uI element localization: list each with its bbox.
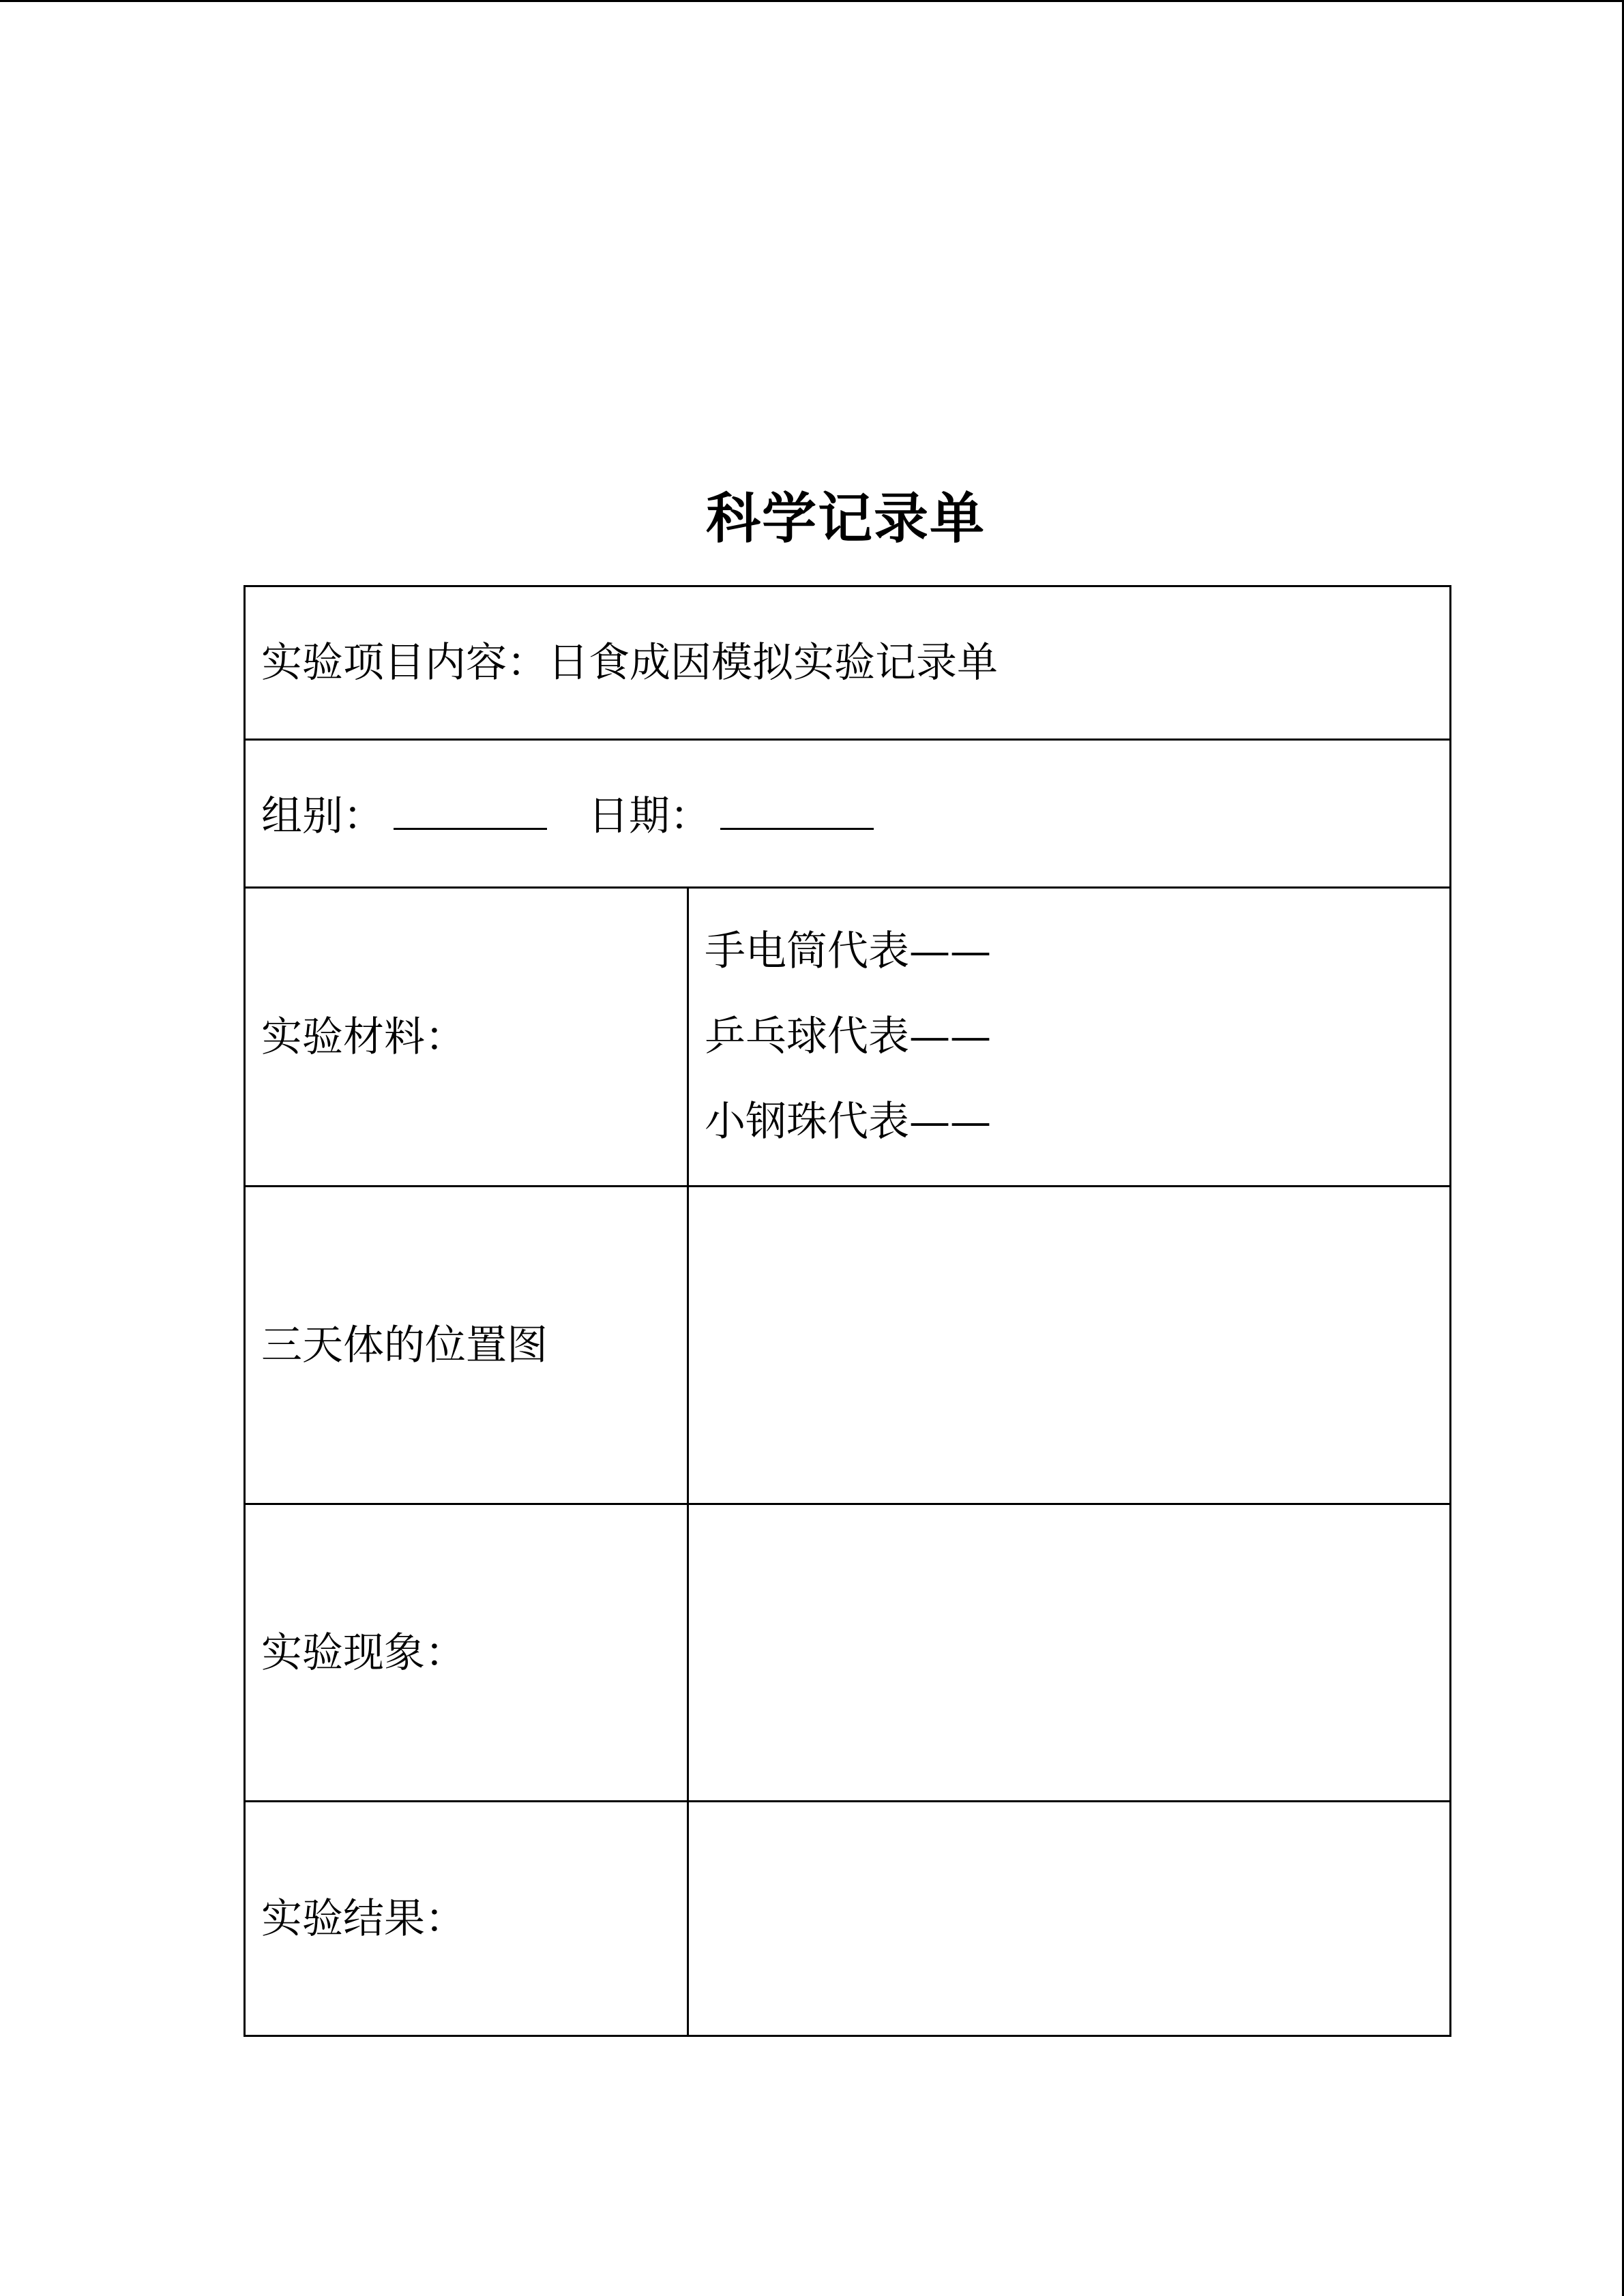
phenomenon-answer-area[interactable] [688, 1504, 1451, 1802]
group-date-cell [245, 740, 1451, 888]
material-item: 乒乓球代表—— [705, 1013, 991, 1060]
materials-label-cell [245, 888, 688, 1187]
project-text: 实验项目内容：日食成因模拟实验记录单 [261, 639, 998, 687]
result-row [245, 1802, 1451, 2036]
result-label: 实验结果： [261, 1894, 466, 1943]
position-label: 三天体的位置图 [261, 1321, 548, 1369]
page-top-border [0, 0, 1624, 2]
record-table [243, 585, 1451, 2037]
result-label-cell [245, 1802, 688, 2036]
page-title: 科学记录单 [706, 486, 986, 550]
position-row [245, 1187, 1451, 1504]
result-answer-area[interactable] [688, 1802, 1451, 2036]
date-label: 日期： [588, 792, 711, 840]
material-item: 手电筒代表—— [705, 927, 991, 975]
materials-label: 实验材料： [261, 1013, 466, 1061]
materials-list-cell [688, 888, 1451, 1187]
material-item: 小钢珠代表—— [705, 1098, 991, 1146]
group-blank-field[interactable] [394, 787, 547, 830]
materials-row [245, 888, 1451, 1187]
project-cell [245, 586, 1451, 740]
group-date-row [245, 740, 1451, 888]
phenomenon-label-cell [245, 1504, 688, 1802]
materials-list [705, 909, 1449, 1165]
position-label-cell [245, 1187, 688, 1504]
position-drawing-area[interactable] [688, 1187, 1451, 1504]
phenomenon-row [245, 1504, 1451, 1802]
phenomenon-label: 实验现象： [261, 1628, 466, 1677]
group-label: 组别： [261, 792, 384, 840]
project-row [245, 586, 1451, 740]
date-blank-field[interactable] [720, 787, 874, 830]
